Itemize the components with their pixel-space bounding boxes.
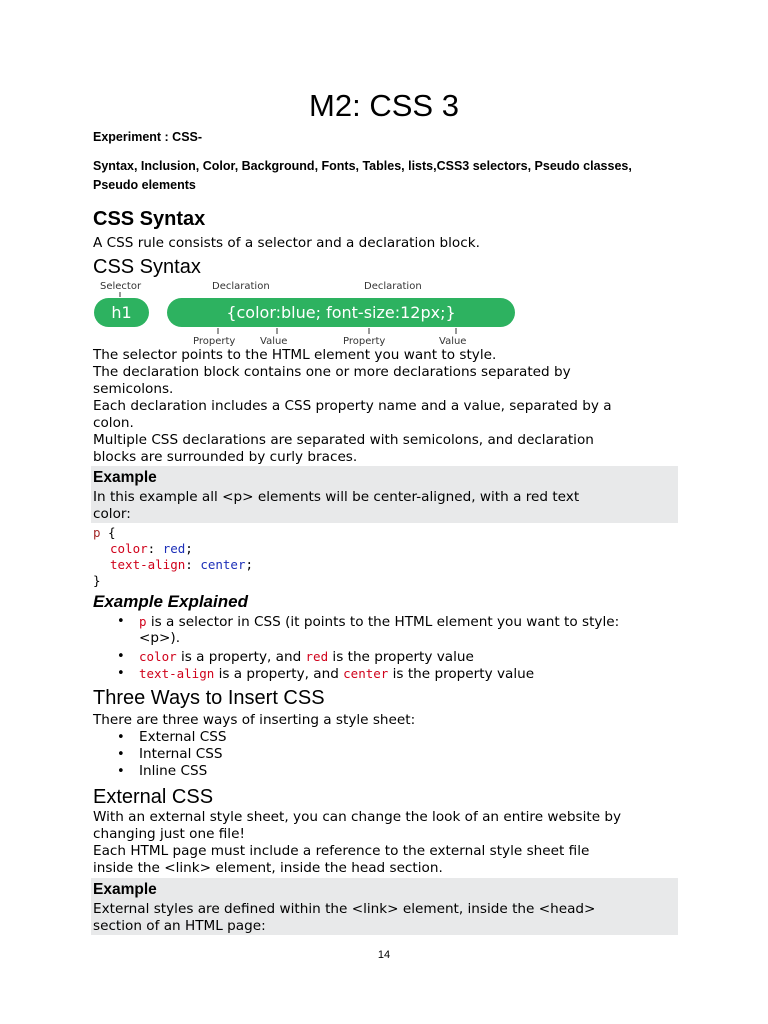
syntax-line: The selector points to the HTML element you want to style.: [93, 347, 497, 363]
explained-item-3: [139, 665, 534, 683]
bullet-dot: •: [117, 614, 125, 629]
code-semicolon: ;: [245, 557, 254, 572]
external-line-3: Each HTML page must include a reference to the external style sheet file: [93, 843, 590, 859]
inline-code-center: center: [343, 666, 389, 681]
syntax-line: semicolons.: [93, 381, 174, 397]
label-property-1: Property: [193, 336, 236, 347]
example-1-text-line-1: In this example all <p> elements will be center-aligned, with a red text: [93, 489, 580, 505]
selector-text: h1: [111, 303, 132, 322]
list-item-inline: Inline CSS: [139, 763, 208, 779]
code-colon: :: [147, 541, 163, 556]
code-val-2: center: [200, 557, 246, 572]
example-2-line-2: section of an HTML page:: [93, 918, 266, 934]
bullet-dot: •: [117, 764, 125, 779]
example-1-text-line-2: color:: [93, 506, 131, 522]
syntax-line: Each declaration includes a CSS property name and a value, separated by a: [93, 398, 612, 414]
subheading-css-syntax: CSS Syntax: [93, 256, 201, 278]
bullet-dot: •: [117, 649, 125, 664]
example-label-1: Example: [93, 469, 157, 486]
example-2-line-1: External styles are defined within the <link> element, inside the <head>: [93, 901, 596, 917]
bullet-dot: •: [117, 666, 125, 681]
label-property-2: Property: [343, 336, 386, 347]
explained-item-1-continuation: <p>).: [139, 630, 181, 646]
code-open-brace: {: [100, 525, 116, 540]
section-heading-external-css: External CSS: [93, 786, 214, 808]
explained-item-1: [139, 613, 619, 631]
external-line-4: inside the <link> element, inside the head section.: [93, 860, 443, 876]
page-title: M2: CSS 3: [309, 88, 459, 123]
code-semicolon: ;: [185, 541, 193, 556]
code-line-1: [93, 525, 116, 540]
section-heading-three-ways: Three Ways to Insert CSS: [93, 687, 325, 709]
inline-code-red: red: [305, 649, 329, 664]
experiment-label: Experiment : CSS-: [93, 130, 203, 144]
code-val-1: red: [162, 541, 186, 556]
three-ways-intro: There are three ways of inserting a style sheet:: [93, 712, 416, 728]
label-value-1: Value: [260, 336, 288, 347]
bullet-dot: •: [117, 730, 125, 745]
list-item-external: External CSS: [139, 729, 227, 745]
explained-item-3-text-a: is a property, and: [214, 666, 344, 682]
section-heading-example-explained: Example Explained: [93, 592, 248, 611]
label-declaration-2: Declaration: [364, 281, 422, 292]
explained-item-1-text: is a selector in CSS (it points to the HTML element you want to style:: [146, 614, 620, 630]
topics-line-1: Syntax, Inclusion, Color, Background, Fonts, Tables, lists,CSS3 selectors, Pseudo classes,: [93, 159, 632, 173]
syntax-intro: A CSS rule consists of a selector and a declaration block.: [93, 235, 480, 251]
inline-code-p: p: [139, 614, 147, 629]
code-selector: p: [93, 525, 101, 540]
syntax-line: The declaration block contains one or more declarations separated by: [93, 364, 571, 380]
syntax-line: blocks are surrounded by curly braces.: [93, 449, 358, 465]
css-syntax-diagram-svg: [92, 278, 522, 348]
example-label-2: Example: [93, 881, 157, 898]
inline-code-text-align: text-align: [139, 666, 215, 681]
code-prop-2: text-align: [110, 557, 186, 572]
explained-item-2-text-b: is the property value: [328, 649, 474, 665]
external-line-2: changing just one file!: [93, 826, 245, 842]
explained-item-2: [139, 648, 474, 666]
code-close-brace: }: [93, 573, 101, 588]
section-heading-css-syntax: CSS Syntax: [93, 208, 206, 230]
declaration-text: {color:blue; font-size:12px;}: [226, 303, 456, 322]
explained-item-3-text-b: is the property value: [388, 666, 535, 682]
external-line-1: With an external style sheet, you can change the look of an entire website by: [93, 809, 622, 825]
label-declaration-1: Declaration: [212, 281, 270, 292]
code-colon: :: [185, 557, 201, 572]
label-selector: Selector: [100, 281, 142, 292]
syntax-line: Multiple CSS declarations are separated with semicolons, and declaration: [93, 432, 594, 448]
css-syntax-diagram: [92, 278, 522, 348]
code-prop-1: color: [110, 541, 148, 556]
page-number: 14: [377, 949, 391, 961]
bullet-dot: •: [117, 747, 125, 762]
inline-code-color: color: [139, 649, 177, 664]
code-line-2: [110, 541, 193, 556]
topics-line-2: Pseudo elements: [93, 178, 196, 192]
syntax-line: colon.: [93, 415, 134, 431]
code-line-3: [110, 557, 253, 572]
label-value-2: Value: [439, 336, 467, 347]
list-item-internal: Internal CSS: [139, 746, 223, 762]
explained-item-2-text-a: is a property, and: [176, 649, 306, 665]
